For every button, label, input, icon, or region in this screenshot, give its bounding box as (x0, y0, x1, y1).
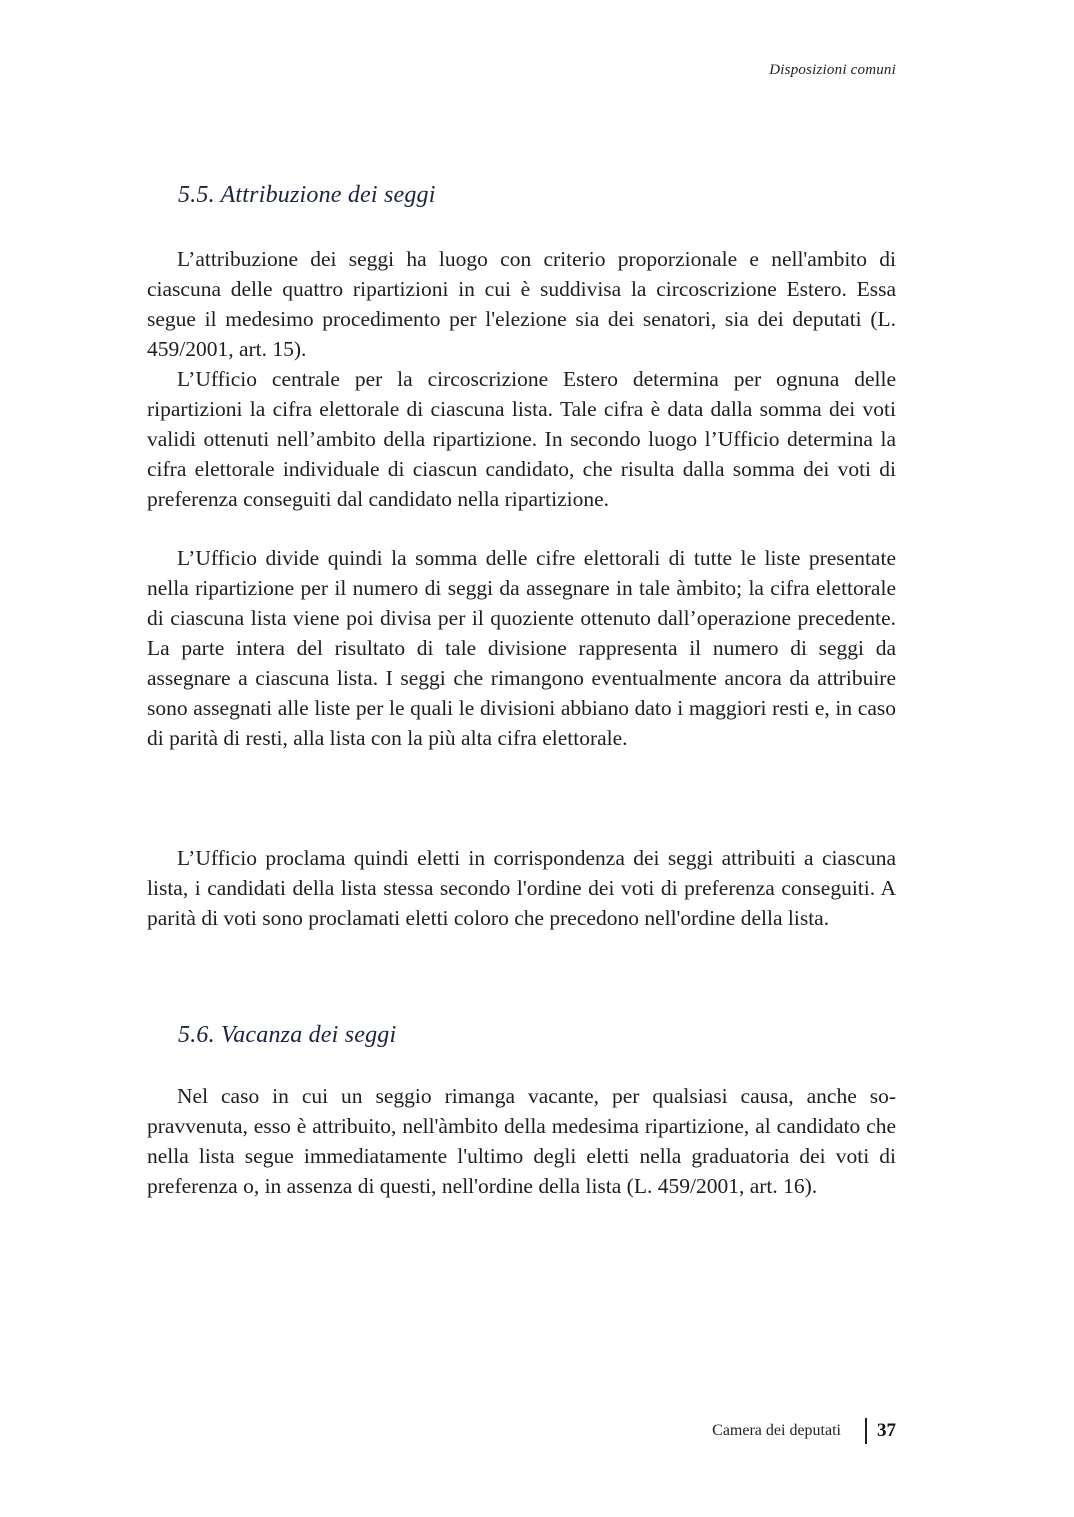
section-title-attribuzione: 5.5. Attribuzione dei seggi (178, 182, 436, 208)
page-number: 37 (877, 1420, 896, 1441)
footer-divider (865, 1418, 867, 1444)
section-body-attribuzione-proclamation (147, 843, 896, 933)
paragraph: Nel caso in cui un seggio rimanga vacante, per qualsiasi causa, anche sopravvenuta, esso è attribuito, nell'àmbito della medesima ripartizione, al candidato che nella lista segue immediatamente l'ultimo degli eletti nella graduatoria dei voti di preferenza o, in assenza di questi, nell'ordine della lista (L. 459/2001, art. 16). (147, 1084, 896, 1198)
footer-publisher: Camera dei deputati (712, 1422, 841, 1439)
section-body-vacanza (147, 1081, 896, 1201)
section-body-attribuzione-cont (147, 543, 896, 753)
page-footer (712, 1418, 896, 1444)
paragraph: L’Ufficio centrale per la circoscrizione Estero determina per ognuna delle ripartizioni la cifra elettorale di ciascuna lista. Tale cifra è data dalla somma dei voti validi ottenuti nell’ambito della ripartizione. In secondo luogo l’Ufficio determina la cifra elettorale individuale di ciascun candidato, che risulta dalla somma dei voti di preferenza conseguiti dal candidato nella ripartizione. (147, 367, 896, 511)
section-body-attribuzione (147, 244, 896, 514)
running-header-title: Disposizioni comuni (769, 62, 896, 78)
section-title-vacanza: 5.6. Vacanza dei seggi (178, 1022, 397, 1048)
paragraph: L’Ufficio proclama quindi eletti in corrispondenza dei seggi attribuiti a ciascuna lista, i candidati della lista stessa secondo l'ordine dei voti di preferenza conseguiti. A parità di voti sono proclamati eletti coloro che precedono nell'ordine della lista. (147, 846, 896, 930)
paragraph: L’Ufficio divide quindi la somma delle cifre elettorali di tutte le liste presentate nella ripartizione per il numero di seggi da assegnare in tale àmbito; la cifra elettorale di ciascuna lista viene poi divisa per il quoziente ottenuto dall’operazione precedente. La parte intera del risultato di tale divisione rappresenta il numero di seggi da assegnare a ciascuna lista. I seggi che rimangono eventualmente ancora da attribuire sono assegnati alle liste per le quali le divisioni abbiano dato i maggiori resti e, in caso di parità di resti, alla lista con la più alta cifra elettorale. (147, 546, 896, 750)
paragraph: L’attribuzione dei seggi ha luogo con criterio proporzionale e nell'ambito di ciascuna delle quattro ripartizioni in cui è suddivisa la circoscrizione Estero. Essa segue il medesimo procedimento per l'elezione sia dei senatori, sia dei deputati (L. 459/2001, art. 15). (147, 247, 896, 361)
